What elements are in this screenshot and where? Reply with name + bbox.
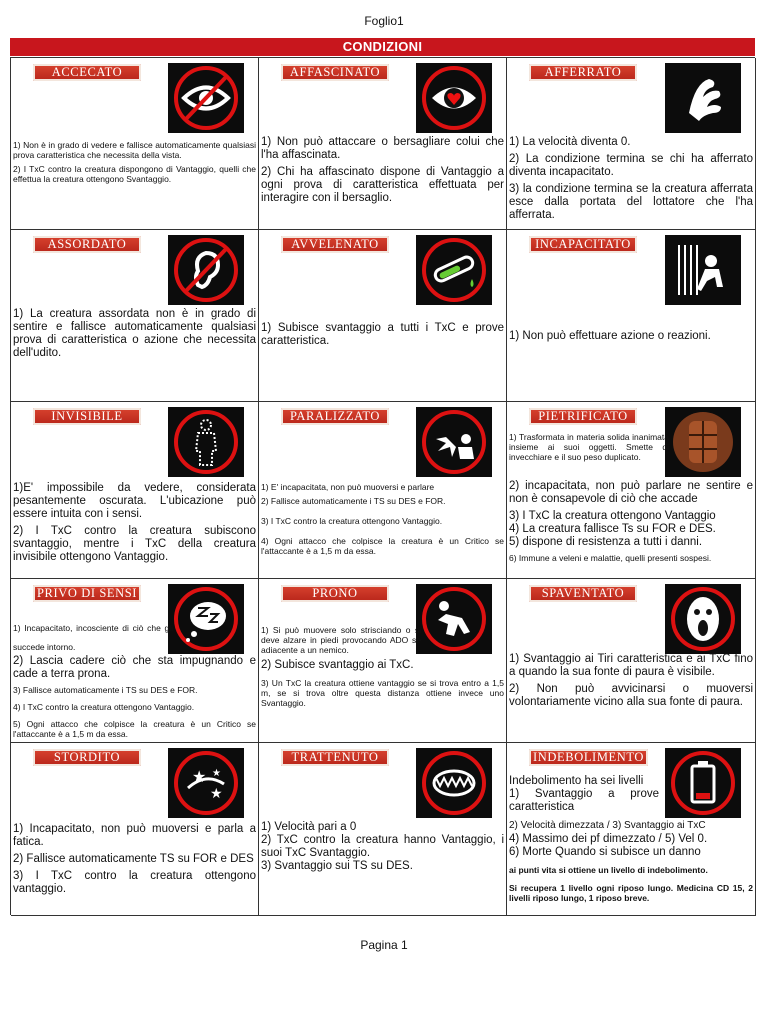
condition-label: PARALIZZATO <box>281 408 389 425</box>
condition-cell-paralizzato <box>259 402 507 579</box>
condition-label: TRATTENUTO <box>281 749 389 766</box>
poison-vial-icon <box>416 235 492 305</box>
condition-cell-invisibile <box>11 402 259 579</box>
conditions-table <box>10 57 755 915</box>
condition-cell-accecato <box>11 58 259 230</box>
sheet-name: Foglio1 <box>364 14 404 28</box>
scream-face-icon <box>665 584 741 654</box>
condition-label: PRIVO DI SENSI <box>33 585 141 602</box>
condition-label: PRONO <box>281 585 389 602</box>
condition-text: 1) E' incapacitata, non può muoversi e parlare 2) Fallisce automaticamente i TS su DES e FOR. 3) I TxC contro la creatura ottengono Vantaggio. 4) Ogni attacco che colpisce la creatura è un Critico se l'attaccante è a 1,5 m da essa. <box>261 482 504 556</box>
condition-cell-pietrificato <box>507 402 756 579</box>
sleeping-zzz-icon <box>168 584 244 654</box>
low-battery-icon <box>665 748 741 818</box>
condition-label: STORDITO <box>33 749 141 766</box>
condition-text-continued: 2) Lascia cadere ciò che sta impugnando e cade a terra prona. 3) Fallisce automaticamente i TS su DES e FOR. 4) I TxC contro la creatura ottengono Vantaggio. 5) Ogni attacco che colpisce la creatura è un Critico se l'attaccante è a 1,5 m da essa. <box>13 655 256 739</box>
condition-label: ASSORDATO <box>33 236 141 253</box>
condition-label: ACCECATO <box>33 64 141 81</box>
svg-text:★: ★ <box>210 786 223 802</box>
condition-cell-stordito <box>11 743 259 916</box>
condition-cell-privo-di-sensi <box>11 579 259 743</box>
condition-text: 1) Velocità pari a 0 2) TxC contro la creatura hanno Vantaggio, i suoi TxC Svantaggio. 3) Svantaggio sui TS su DES. <box>261 821 504 872</box>
svg-text:★: ★ <box>212 768 221 779</box>
condition-cell-trattenuto <box>259 743 507 916</box>
condition-cell-indebolimento <box>507 743 756 916</box>
condition-cell-avvelenato <box>259 230 507 402</box>
condition-label: AFFASCINATO <box>281 64 389 81</box>
caged-figure-icon <box>665 235 741 305</box>
condition-text: 1) Trasformata in materia solida inanimata insieme ai suoi oggetti. Smette di invecchiare e il suo peso duplicato. <box>509 432 669 462</box>
condition-text: Indebolimento ha sei livelli 1) Svantaggio a prove caratteristica <box>509 775 659 813</box>
svg-text:★: ★ <box>192 767 207 786</box>
condition-label: INCAPACITATO <box>529 236 637 253</box>
condition-text: 1) Incapacitato, incosciente di ciò che gli succede intorno. <box>13 623 173 652</box>
deaf-ear-icon <box>168 235 244 305</box>
heart-eye-icon <box>416 63 492 133</box>
paralyzed-figure-icon <box>416 407 492 477</box>
condition-text: 1) Svantaggio ai Tiri caratteristica e ai TxC fino a quando la sua fonte di paura è visibile. 2) Non può avvicinarsi o muoversi volontariamente vicino alla sua fonte di paura. <box>509 653 753 708</box>
page-number: Pagina 1 <box>360 938 408 952</box>
condition-text: 1) Si può muovere solo strisciando o si deve alzare in piedi provocando ADO se adiacente a un nemico. <box>261 625 421 655</box>
condition-text-continued: 2) Velocità dimezzata / 3) Svantaggio ai TxC 4) Massimo dei pf dimezzato / 5) Vel 0. 6) Morte Quando si subisce un danno ai punti vita si ottiene un livello di indebolimento. Si recupera 1 livello ogni riposo lungo. Medicina CD 15, 2 livelli riposo lungo, 1 riposo breve. <box>509 820 753 903</box>
condition-text: 1) Subisce svantaggio a tutti i TxC e prove caratteristica. <box>261 322 504 347</box>
invisible-figure-icon <box>168 407 244 477</box>
condition-text: 1)E' impossibile da vedere, considerata pesantemente oscurata. L'ubicazione può essere intuita con i sensi. 2) I TxC contro la creatura subiscono svantaggio, mentre i TxC della creatura invisibile ottengono Vantaggio. <box>13 482 256 563</box>
condition-text: 1) Incapacitato, non può muoversi e parla a fatica. 2) Fallisce automaticamente TS su FOR e DES 3) I TxC contro la creatura ottengono vantaggio. <box>13 823 256 895</box>
condition-text: 1) Non può attaccare o bersagliare colui che l'ha affascinata. 2) Chi ha affascinato dispone di Vantaggio a ogni prova di caratteristica effettuata per interagire con il bersaglio. <box>261 136 504 204</box>
page-title: CONDIZIONI <box>10 38 755 56</box>
blind-eye-icon <box>168 63 244 133</box>
falling-figure-icon <box>416 584 492 654</box>
bear-trap-icon <box>416 748 492 818</box>
dizzy-stars-icon <box>168 748 244 818</box>
condition-label: PIETRIFICATO <box>529 408 637 425</box>
condition-text: 1) La creatura assordata non è in grado di sentire e fallisce automaticamente qualsiasi prova di caratteristica o azione che necessita dell'udito. <box>13 308 256 359</box>
condition-label: SPAVENTATO <box>529 585 637 602</box>
condition-label: AVVELENATO <box>281 236 389 253</box>
condition-cell-afferrato <box>507 58 756 230</box>
condition-cell-prono <box>259 579 507 743</box>
condition-text-continued: 2) Subisce svantaggio ai TxC. 3) Un TxC la creatura ottiene vantaggio se si trova entro a 1,5 m, se si trova oltre questa distanza ottiene invece uno Svantaggio. <box>261 659 504 708</box>
condition-label: AFFERRATO <box>529 64 637 81</box>
condition-text: 1) Non è in grado di vedere e fallisce automaticamente qualsiasi prova caratteristica che necessita della vista. 2) I TxC contro la creatura dispongono di Vantaggio, quelli che effettua la creatura ottengono Svantaggio. <box>13 140 256 184</box>
condition-cell-assordato <box>11 230 259 402</box>
condition-text-continued: 2) incapacitata, non può parlare ne sentire e non è consapevole di ciò che accade 3) I TxC la creatura ottengono Vantaggio 4) La creatura fallisce Ts su FOR e DES. 5) dispone di resistenza a tutti i danni. 6) Immune a veleni e malattie, quelli presenti sospesi. <box>509 480 753 563</box>
claw-hand-icon <box>665 63 741 133</box>
condition-label: INDEBOLIMENTO <box>529 749 648 766</box>
condition-text: 1) La velocità diventa 0. 2) La condizione termina se chi ha afferrato diventa incapacitato. 3) la condizione termina se la creatura afferrata esce dalla portata del lottatore che l'ha afferrata. <box>509 136 753 221</box>
condition-text: 1) Non può effettuare azione o reazioni. <box>509 330 711 342</box>
condition-cell-spaventato <box>507 579 756 743</box>
condition-label: INVISIBILE <box>33 408 141 425</box>
stone-golem-icon <box>665 407 741 477</box>
condition-cell-incapacitato <box>507 230 756 402</box>
condition-cell-affascinato <box>259 58 507 230</box>
